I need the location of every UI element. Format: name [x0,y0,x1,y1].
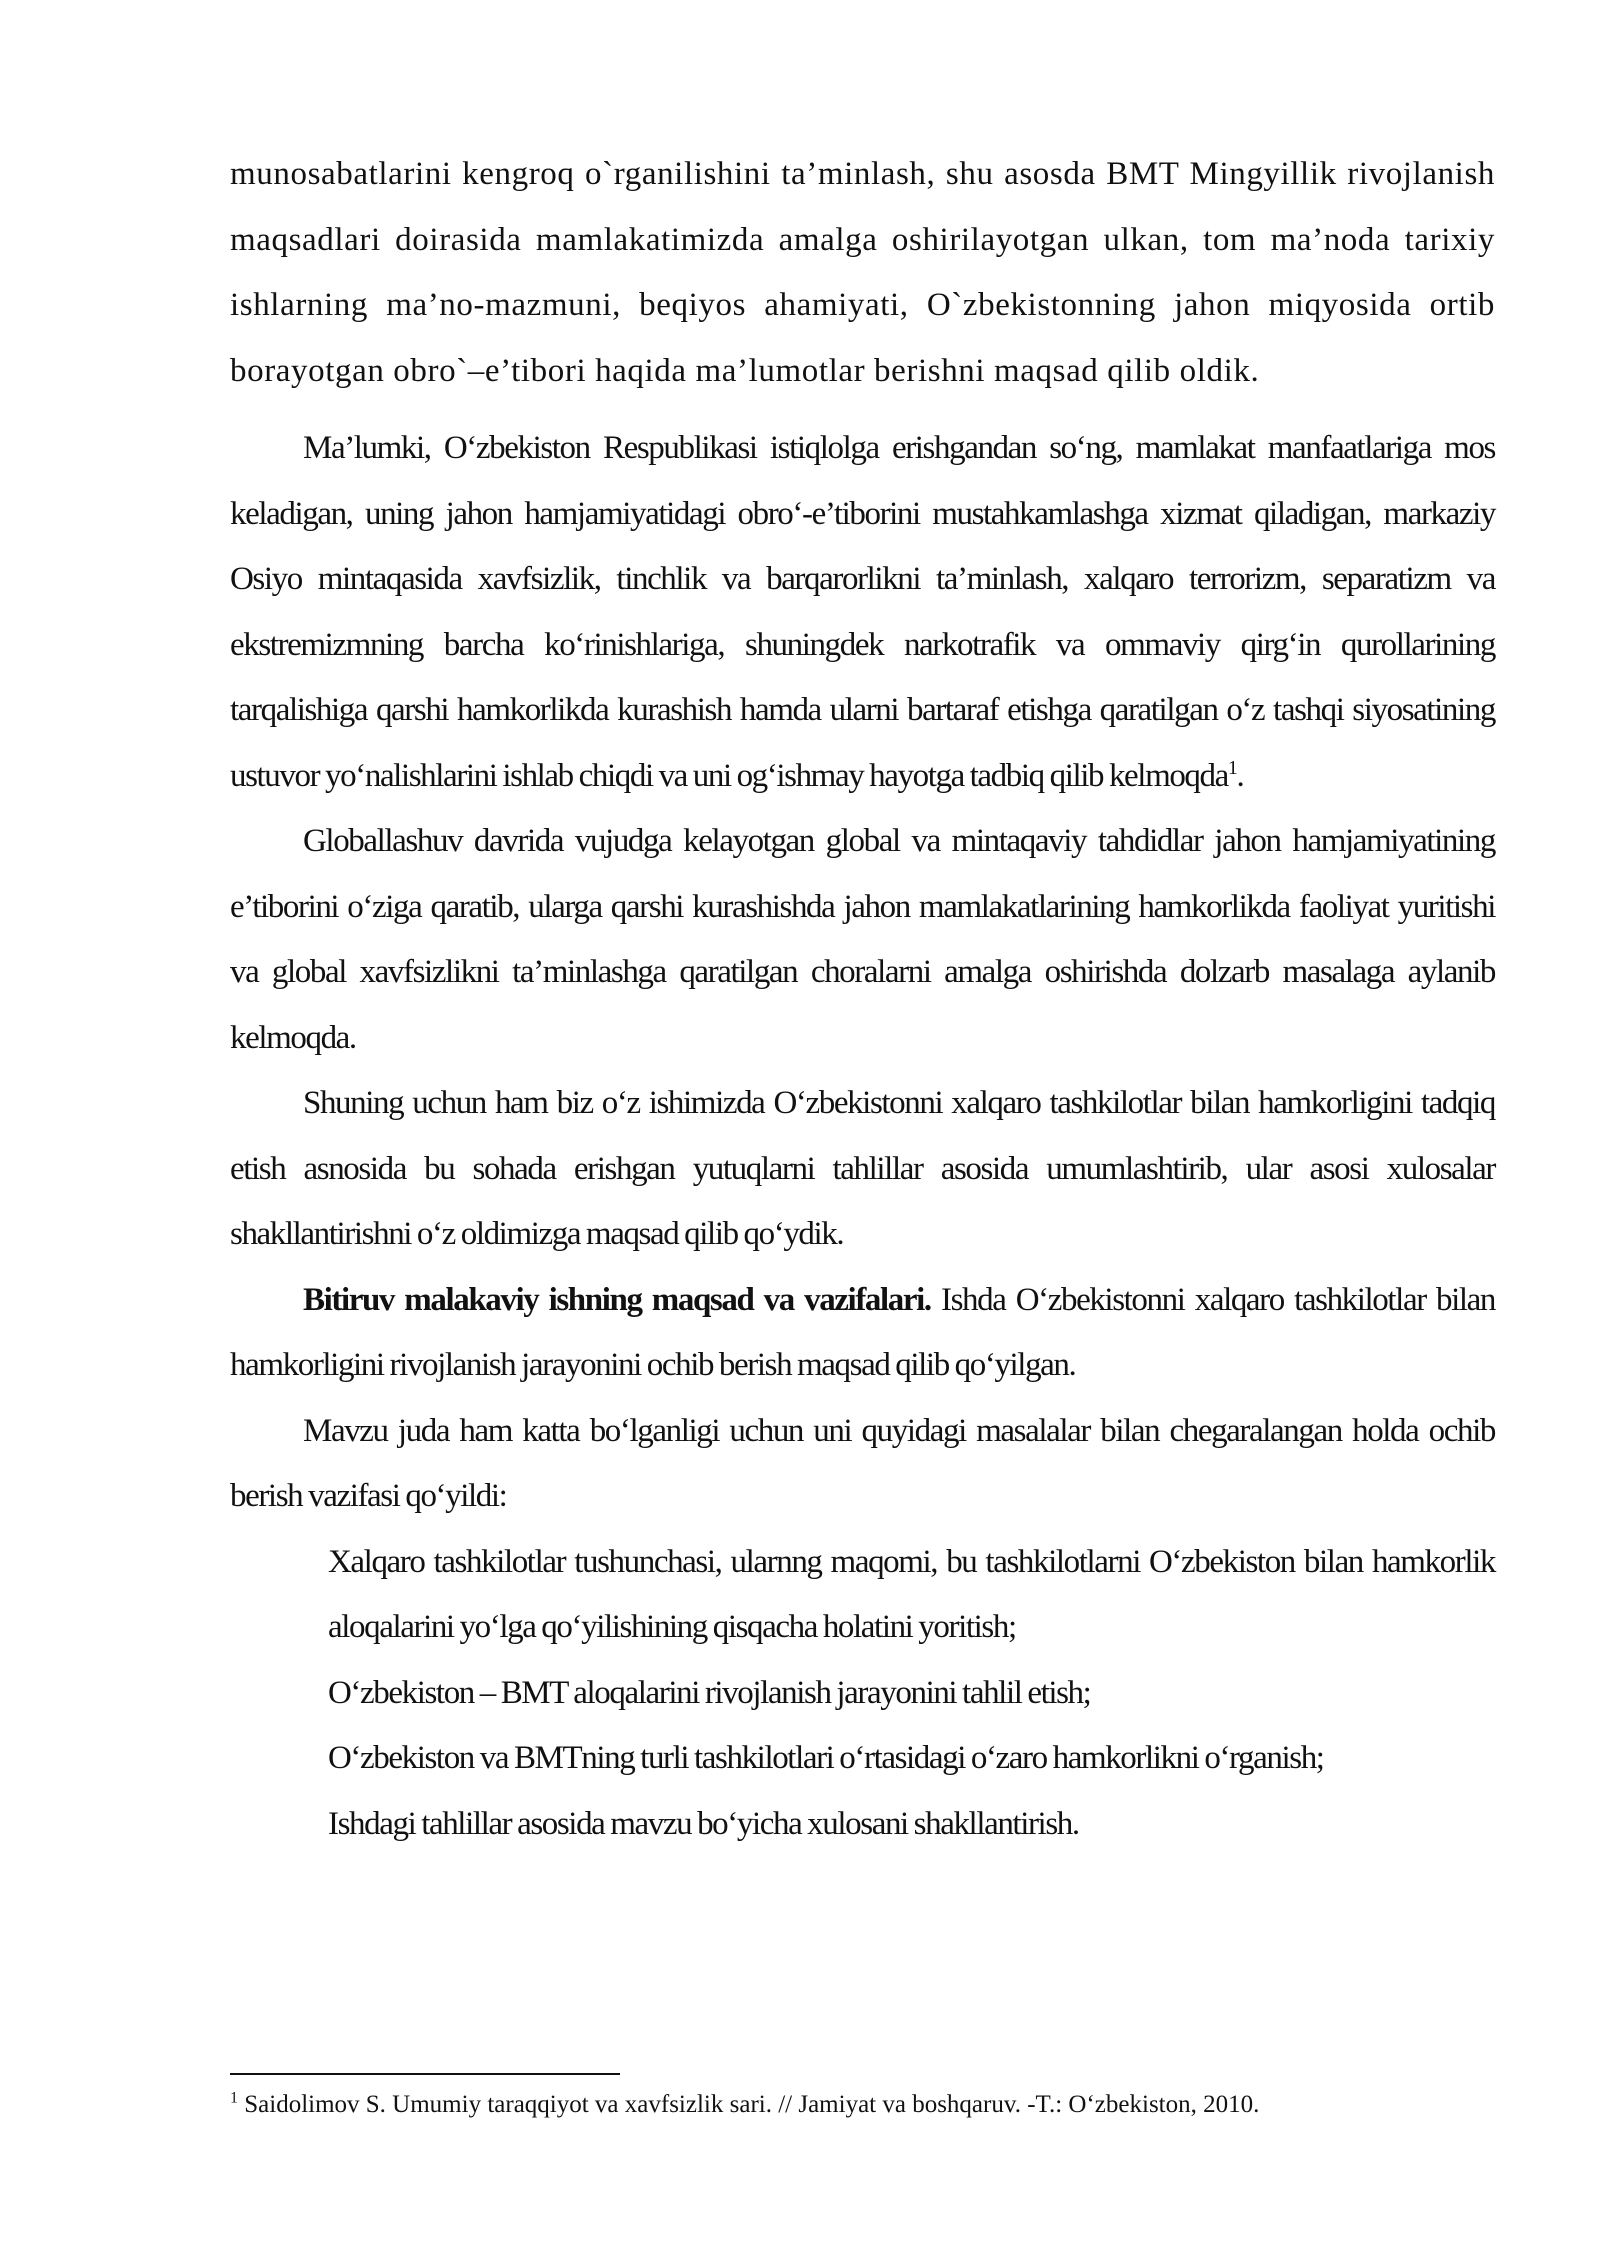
footnote-reference[interactable]: 1 [1227,756,1237,779]
paragraph-foreign-policy-end: . [1236,757,1244,794]
paragraph-foreign-policy [230,416,1495,809]
paragraph-intro-continuation: munosabatlarini kengroq o`rganilishini ta’minlash, shu asosda BMT Mingyillik rivojlanish maqsadlari doirasida mamlakatimizda amalga oshirilayotgan ulkan, tom ma’noda tarixiy ishlarning ma’no-mazmuni, beqiyos ahamiyati, O`zbekistonning jahon miqyosida ortib borayotgan obro`–e’tibori haqida ma’lumotlar berishni maqsad qilib oldik. [230,156,1495,389]
paragraph-research-aim: Shuning uchun ham biz o‘z ishimizda O‘zbekistonni xalqaro tashkilotlar bilan hamkorligini tadqiq etish asnosida bu sohada erishgan yutuqlarni tahlillar asosida umumlashtirib, ular asosi xulosalar shakllantirishni o‘z oldimizga maqsad qilib qo‘ydik. [230,1085,1495,1252]
footnote-text: Saidolimov S. Umumiy taraqqiyot va xavfsizlik sari. // Jamiyat va boshqaruv. -T.: O‘zbekiston, 2010. [238,2091,1260,2118]
body-text [230,142,1495,1857]
footnote [230,2088,1495,2122]
list-item: Xalqaro tashkilotlar tushunchasi, ularnng maqomi, bu tashkilotlarni O‘zbekiston bilan hamkorlik aloqalarini yo‘lga qo‘yilishining qisqacha holatini yoritish; [328,1543,1495,1645]
footnote-number: 1 [230,2089,238,2107]
list-item: Ishdagi tahlillar asosida mavzu bo‘yicha xulosani shakllantirish. [328,1805,1079,1842]
footnote-divider [230,2073,620,2075]
goals-heading: Bitiruv malakaviy ishning maqsad va vazifalari. [303,1281,931,1318]
paragraph-scope: Mavzu juda ham katta bo‘lganligi uchun uni quyidagi masalalar bilan chegaralangan holda ochib berish vazifasi qo‘yildi: [230,1412,1495,1514]
paragraph-goals [230,1268,1495,1399]
goals-text: Ishda O‘zbekistonni xalqaro tashkilotlar bilan hamkorligini rivojlanish jarayonini ochib berish maqsad qilib qo‘yilgan. [230,1281,1496,1383]
paragraph-foreign-policy-text: Ma’lumki, O‘zbekiston Respublikasi istiqlolga erishgandan so‘ng, mamlakat manfaatlariga mos keladigan, uning jahon hamjamiyatidagi obro‘-e’tiborini mustahkamlashga xizmat qiladigan, markaziy Osiyo mintaqasida xavfsizlik, tinchlik va barqarorlikni ta’minlash, xalqaro terrorizm, separatizm va ekstremizmning barcha ko‘rinishlariga, shuningdek narkotrafik va ommaviy qirg‘in qurollarining tarqalishiga qarshi hamkorlikda kurashish hamda ularni bartaraf etishga qaratilgan o‘z tashqi siyosatining ustuvor yo‘nalishlarini ishlab chiqdi va uni og‘ishmay hayotga tadbiq qilib kelmoqda [230,430,1495,794]
paragraph-globalization: Globallashuv davrida vujudga kelayotgan global va mintaqaviy tahdidlar jahon hamjamiyatining e’tiborini o‘ziga qaratib, ularga qarshi kurashishda jahon mamlakatlarining hamkorlikda faoliyat yuritishi va global xavfsizlikni ta’minlashga qaratilgan choralarni amalga oshirishda dolzarb masalaga aylanib kelmoqda. [230,823,1495,1056]
list-item: O‘zbekiston va BMTning turli tashkilotlari o‘rtasidagi o‘zaro hamkorlikni o‘rganish; [328,1740,1324,1776]
list-item: O‘zbekiston – BMT aloqalarini rivojlanish jarayonini tahlil etish; [328,1674,1091,1711]
task-list [230,1530,1495,1858]
